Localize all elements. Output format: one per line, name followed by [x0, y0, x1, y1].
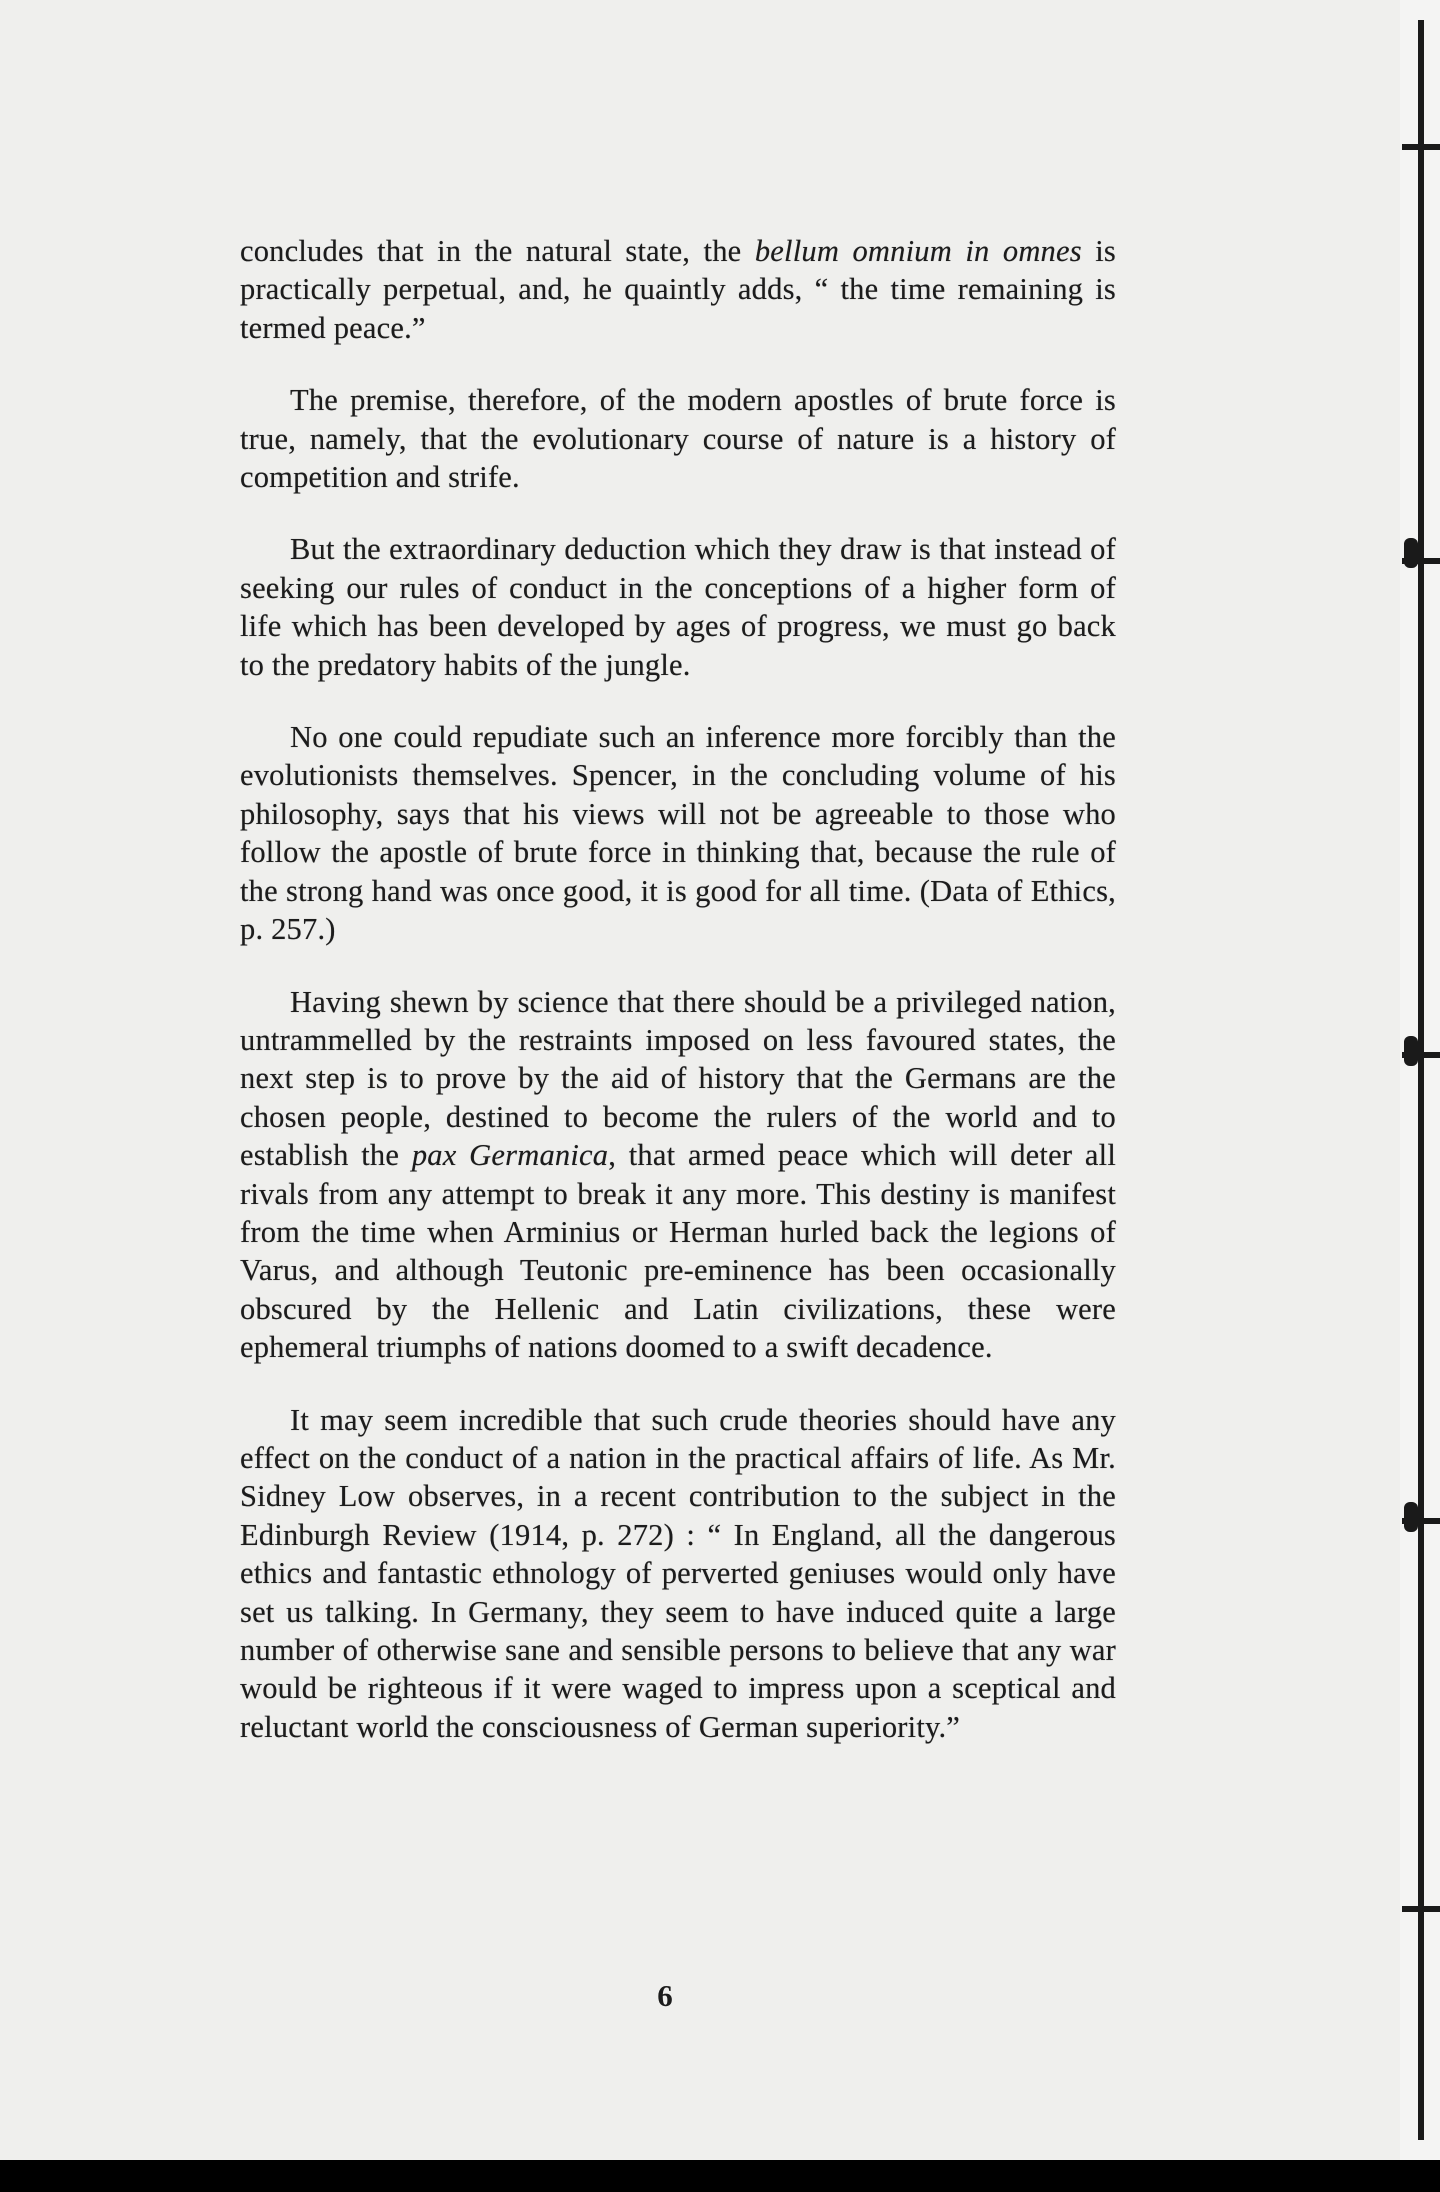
binding-knot — [1404, 538, 1418, 568]
latin-phrase-pax-germanica: pax Germanica — [411, 1138, 609, 1173]
body-text — [240, 232, 1116, 1780]
paragraph-1 — [240, 232, 1116, 347]
binding-thread — [1418, 20, 1424, 2140]
page-number: 6 — [657, 1978, 673, 2013]
binding-knot — [1404, 1036, 1418, 1066]
paragraph-3: But the extraordinary deduction which they draw is that instead of seeking our rules of conduct in the conceptions of a higher form of life which has been developed by ages of progress, we must go back to the predatory habits of the jungle. — [240, 532, 1116, 682]
binding-stitch — [1402, 1906, 1440, 1912]
binding-knot — [1404, 1502, 1418, 1532]
binding-stitch — [1402, 144, 1440, 150]
paragraph-1-text-a: concludes that in the natural state, the — [240, 234, 755, 268]
paragraph-5-text-a: Having shewn by science that there should be a privileged nation, untrammelled by the restraints imposed on less favoured states, the next step is to prove by the aid of history that the Germans are the chosen people, destined to become the rulers of the world and to establish the — [240, 984, 1116, 1173]
paragraph-4: No one could repudiate such an inference more forcibly than the evolutionists themselves. Spencer, in the concluding volume of his philosophy, says that his views will not be agreeable to those who follow the apostle of brute force in thinking that, because the rule of the strong hand was once good, it is good for all time. (Data of Ethics, p. 257.) — [240, 720, 1116, 947]
paragraph-2: The premise, therefore, of the modern apostles of brute force is true, namely, that the evolutionary course of nature is a history of competition and strife. — [240, 383, 1116, 495]
scan-border — [0, 2160, 1440, 2192]
paragraph-1-text-b: is practically perpetual, and, he quaintly adds, “ the time remaining is termed peace.” — [240, 234, 1116, 345]
paragraph-5-text-b: , that armed peace which will deter all rivals from any attempt to break it any more. This destiny is manifest from the time when Arminius or Herman hurled back the legions of Varus, and although Teutonic pre-eminence has been occasionally obscured by the Hellenic and Latin civilizations, these were ephemeral triumphs of nations doomed to a swift decadence. — [240, 1138, 1116, 1365]
latin-phrase-bellum-omnium: bellum omnium in omnes — [754, 234, 1082, 268]
paragraph-5 — [240, 983, 1116, 1367]
paragraph-6: It may seem incredible that such crude theories should have any effect on the conduct of a nation in the practical affairs of life. As Mr. Sidney Low observes, in a recent contribution to the subject in the Edinburgh Review (1914, p. 272) : “ In England, all the dangerous ethics and fantastic ethnology of perverted geniuses would only have set us talking. In Germany, they seem to have induced quite a large number of otherwise sane and sensible persons to believe that any war would be righteous if it were waged to impress upon a sceptical and reluctant world the consciousness of German superiority.” — [240, 1402, 1116, 1744]
